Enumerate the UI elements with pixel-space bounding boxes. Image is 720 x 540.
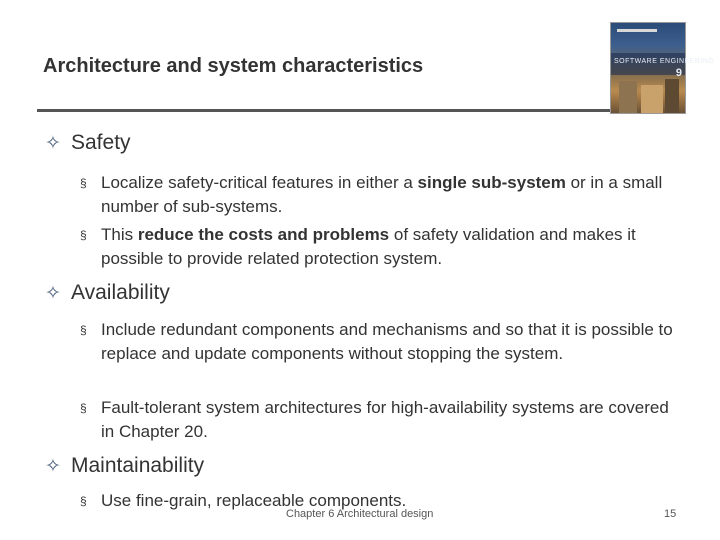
square-bullet-icon: § (80, 494, 87, 508)
title-divider (37, 109, 612, 112)
list-item (80, 318, 680, 366)
square-bullet-icon: § (80, 176, 87, 190)
cover-strip (617, 29, 657, 32)
bullet-text-part: This (101, 225, 138, 244)
book-cover-image (610, 22, 715, 114)
diamond-bullet-icon: ✧ (45, 133, 61, 154)
bullet-text-part: or in a small number of sub-systems. (101, 173, 663, 216)
bullet-text: Include redundant components and mechanisms and so that it is possible to replace and update components without stopping the system. (101, 320, 673, 363)
bullet-text: Use fine-grain, replaceable components. (101, 491, 407, 510)
cover-building-shape (619, 81, 637, 113)
square-bullet-icon: § (80, 228, 87, 242)
page-number: 15 (664, 508, 677, 520)
section-heading-label: Maintainability (71, 454, 205, 477)
bullet-text-bold: single sub-system (417, 173, 566, 192)
bullet-text (101, 171, 680, 219)
cover-edition: 9 (675, 67, 682, 79)
section-heading-label: Safety (71, 131, 131, 154)
cover-building-shape (641, 85, 663, 113)
section-heading-safety (45, 131, 131, 155)
section-heading-maintainability (45, 454, 204, 478)
slide-footer: Chapter 6 Architectural design (286, 508, 434, 520)
section-heading-availability (45, 281, 170, 305)
bullet-text: Fault-tolerant system architectures for high-availability systems are covered in Chapter 20. (101, 398, 669, 441)
list-item (80, 396, 680, 444)
square-bullet-icon: § (80, 401, 87, 415)
bullet-text-part: of safety validation and makes it possible to provide related protection system. (101, 225, 636, 268)
slide-title: Architecture and system characteristics (43, 55, 424, 77)
square-bullet-icon: § (80, 323, 87, 337)
list-item (80, 223, 680, 271)
list-item (80, 171, 680, 219)
cover-building-shape (665, 79, 679, 113)
diamond-bullet-icon: ✧ (45, 456, 61, 477)
section-heading-label: Availability (71, 281, 170, 304)
bullet-text (101, 223, 680, 271)
bullet-text-part: Localize safety-critical features in either a (101, 173, 418, 192)
cover-title: SOFTWARE ENGINEERING (614, 58, 715, 65)
bullet-text-bold: reduce the costs and problems (137, 225, 390, 244)
diamond-bullet-icon: ✧ (45, 283, 61, 304)
